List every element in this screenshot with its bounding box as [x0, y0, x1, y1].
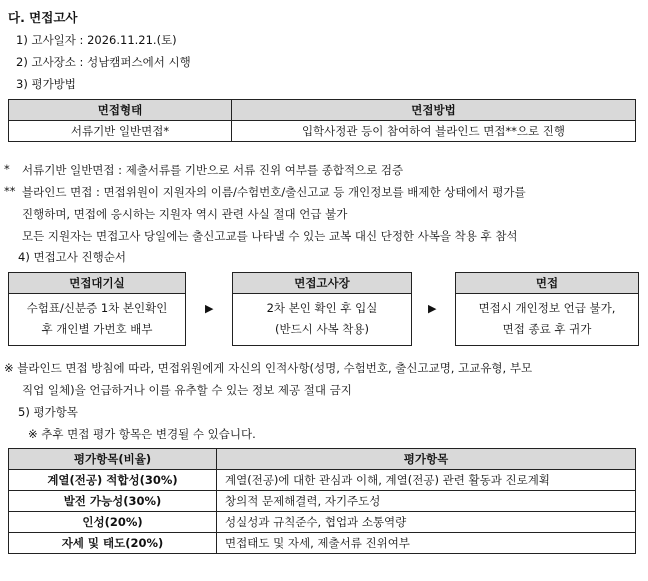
arrow-right-icon: ▶	[205, 302, 214, 315]
criteria-detail: 창의적 문제해결력, 자기주도성	[217, 491, 636, 512]
flow-box-title: 면접	[456, 273, 638, 294]
method-table	[8, 99, 636, 142]
note-star1-mark: *	[4, 162, 10, 176]
interview-place: 2) 고사장소 : 성남캠퍼스에서 시행	[16, 55, 191, 69]
criteria-detail: 계열(전공)에 대한 관심과 이해, 계열(전공) 관련 활동과 진로계획	[217, 470, 636, 491]
flow-box-title: 면접대기실	[9, 273, 185, 294]
blind-note-line1: ※ 블라인드 면접 방침에 따라, 면접위원에게 자신의 인적사항(성명, 수험번호, 출신고교명, 고교유형, 부모	[4, 361, 533, 375]
criteria-item: 자세 및 태도(20%)	[9, 533, 217, 554]
order-heading: 4) 면접고사 진행순서	[18, 250, 126, 264]
note-star2-line2: 진행하며, 면접에 응시하는 지원자 역시 관련 사실 절대 언급 불가	[22, 207, 348, 221]
table-row	[9, 491, 636, 512]
criteria-heading: 5) 평가항목	[18, 405, 78, 419]
criteria-header-detail: 평가항목	[217, 449, 636, 470]
flow-box-line: 2차 본인 확인 후 입실	[266, 301, 378, 315]
evaluation-method-heading: 3) 평가방법	[16, 77, 76, 91]
method-cell-method: 입학사정관 등이 참여하여 블라인드 면접**으로 진행	[232, 121, 636, 142]
criteria-note: ※ 추후 면접 평가 항목은 변경될 수 있습니다.	[28, 427, 256, 441]
criteria-detail: 면접태도 및 자세, 제출서류 진위여부	[217, 533, 636, 554]
method-header-type: 면접형태	[9, 100, 232, 121]
criteria-item: 인성(20%)	[9, 512, 217, 533]
flow-box-title: 면접고사장	[233, 273, 411, 294]
flow-box-line: 후 개인별 가번호 배부	[41, 322, 153, 336]
criteria-header-item: 평가항목(비율)	[9, 449, 217, 470]
interview-date: 1) 고사일자 : 2026.11.21.(토)	[16, 33, 177, 47]
flow-box-exam-room	[232, 272, 412, 346]
arrow-right-icon: ▶	[428, 302, 437, 315]
table-row	[9, 512, 636, 533]
blind-note-line2: 직업 일체)을 언급하거나 이를 유추할 수 있는 정보 제공 절대 금지	[22, 383, 352, 397]
note-star2-line1: 블라인드 면접 : 면접위원이 지원자의 이름/수험번호/출신고교 등 개인정보를 배제한 상태에서 평가를	[22, 185, 526, 199]
flow-box-interview	[455, 272, 639, 346]
note-star1: 서류기반 일반면접 : 제출서류를 기반으로 서류 진위 여부를 종합적으로 검증	[22, 163, 404, 177]
method-cell-type: 서류기반 일반면접*	[9, 121, 232, 142]
criteria-detail: 성실성과 규칙준수, 협업과 소통역량	[217, 512, 636, 533]
flow-box-line: (반드시 사복 착용)	[274, 322, 370, 336]
method-header-method: 면접방법	[232, 100, 636, 121]
note-star2-line3: 모든 지원자는 면접고사 당일에는 출신고교를 나타낼 수 있는 교복 대신 단정한 사복을 착용 후 참석	[22, 229, 518, 243]
criteria-table	[8, 448, 636, 554]
table-row	[9, 533, 636, 554]
criteria-item: 발전 가능성(30%)	[9, 491, 217, 512]
flow-box-line: 면접시 개인정보 언급 불가,	[478, 301, 616, 315]
table-row	[9, 470, 636, 491]
flow-box-waiting-room	[8, 272, 186, 346]
flow-box-line: 면접 종료 후 귀가	[502, 322, 592, 336]
section-title: 다. 면접고사	[8, 10, 78, 25]
criteria-item: 계열(전공) 적합성(30%)	[9, 470, 217, 491]
flow-box-line: 수험표/신분증 1차 본인확인	[26, 301, 168, 315]
note-star2-mark: **	[4, 184, 16, 198]
